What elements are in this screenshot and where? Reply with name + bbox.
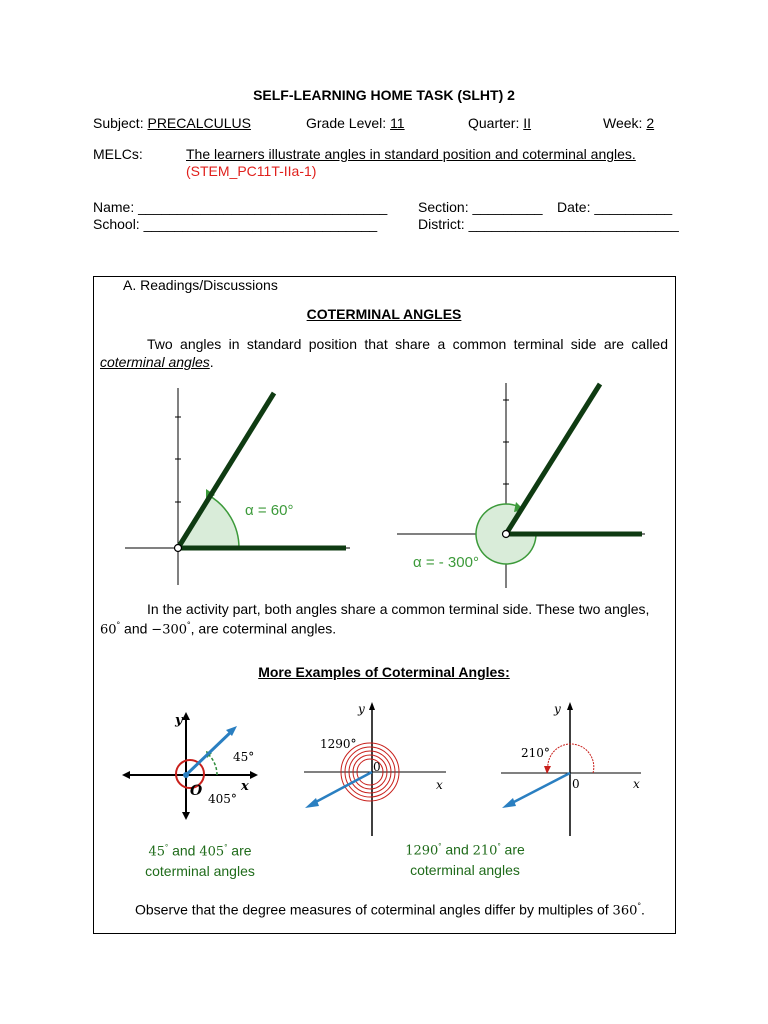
vertex-point <box>503 531 510 538</box>
quarter-value: II <box>523 115 532 131</box>
section-blank[interactable]: _________ <box>472 199 543 215</box>
fig1-label: α = 60° <box>245 502 294 519</box>
section-field[interactable] <box>418 199 543 215</box>
school-blank[interactable]: ______________________________ <box>143 216 378 232</box>
subject-field <box>93 115 251 131</box>
example-1290-210 <box>300 700 450 840</box>
district-blank[interactable]: ___________________________ <box>468 216 679 232</box>
subject-label: Subject: <box>93 115 144 131</box>
intro-line2 <box>100 354 214 370</box>
terminal-side <box>506 384 600 534</box>
ex3-210-label: 210° <box>521 746 550 760</box>
ex1-y-label: y <box>175 713 183 728</box>
intro-text: Two angles in standard position that share a common terminal side are called <box>147 336 668 352</box>
ex2-origin: 0 <box>373 760 381 774</box>
activity-60: 60 <box>100 622 117 638</box>
subject-value: PRECALCULUS <box>147 115 251 131</box>
activity-and: and <box>120 620 152 637</box>
observe-360: 360 <box>612 903 638 919</box>
name-label: Name: <box>93 199 135 215</box>
section-heading: A. Readings/Discussions <box>123 277 278 293</box>
activity-end: , are coterminal angles. <box>190 620 337 637</box>
vertex-point <box>175 545 182 552</box>
intro-end: . <box>209 354 214 370</box>
ex2-caption-n2: 210 <box>472 843 498 859</box>
melcs-label: MELCs: <box>93 146 143 162</box>
observe-text <box>135 901 645 919</box>
ex1-caption-and: and <box>168 842 200 859</box>
ex1-caption-line2: coterminal angles <box>145 862 255 879</box>
school-field[interactable] <box>93 216 377 232</box>
example-45-405 <box>120 708 260 820</box>
week-field <box>603 115 654 131</box>
date-field[interactable] <box>557 199 672 215</box>
ex1-45-label: 45° <box>233 750 255 764</box>
district-field[interactable] <box>418 216 679 232</box>
activity-text-1: In the activity part, both angles share a common terminal side. These two angles, <box>147 601 650 617</box>
section-label: Section: <box>418 199 469 215</box>
week-value: 2 <box>646 115 655 131</box>
activity-deg-2: ° <box>187 620 191 630</box>
date-label: Date: <box>557 199 591 215</box>
ex2-y-label: y <box>358 702 365 716</box>
ex1-caption-deg2: ° <box>224 843 228 852</box>
activity-paragraph <box>100 600 668 619</box>
topic-title: COTERMINAL ANGLES <box>306 306 462 322</box>
ex1-caption-are: are <box>227 842 252 859</box>
activity-line2 <box>100 620 336 638</box>
observe-body: Observe that the degree measures of coterminal angles differ by multiples of <box>135 901 613 918</box>
ex2-caption-deg2: ° <box>497 842 501 851</box>
terminal-arrow <box>510 773 570 804</box>
figure-60-degrees <box>110 385 370 590</box>
name-field[interactable] <box>93 199 387 215</box>
example-210 <box>495 700 645 840</box>
ex2-x-label: x <box>436 778 443 792</box>
more-examples-title: More Examples of Coterminal Angles: <box>258 664 510 680</box>
intro-term: coterminal angles <box>100 354 210 370</box>
ex1-caption-n2: 405 <box>199 844 225 860</box>
page-title: SELF-LEARNING HOME TASK (SLHT) 2 <box>253 87 515 103</box>
ex1-origin: O <box>190 783 203 799</box>
ex2-1290-label: 1290° <box>320 737 357 751</box>
school-label: School: <box>93 216 140 232</box>
date-blank[interactable]: __________ <box>594 199 673 215</box>
arc-210 <box>548 744 594 773</box>
grade-field <box>306 115 405 131</box>
district-label: District: <box>418 216 465 232</box>
ex1-405-label: 405° <box>208 792 237 806</box>
fig2-label: α = - 300° <box>413 554 479 571</box>
ex2-caption-are: are <box>500 841 525 858</box>
ex3-y-label: y <box>554 702 561 716</box>
ex1-caption-deg1: ° <box>165 843 169 852</box>
ex3-origin: 0 <box>572 777 580 791</box>
ex2-caption-n1: 1290 <box>405 843 439 859</box>
grade-label: Grade Level: <box>306 115 387 131</box>
name-blank[interactable]: ________________________________ <box>138 199 388 215</box>
intro-paragraph <box>100 335 668 354</box>
quarter-field <box>468 115 531 131</box>
ex2-caption <box>385 838 545 879</box>
ex2-caption-and: and <box>441 841 473 858</box>
ex2-caption-line2: coterminal angles <box>410 861 520 878</box>
melcs-text: The learners illustrate angles in standard position and coterminal angles. <box>186 146 636 162</box>
ex1-caption-n1: 45 <box>148 844 166 860</box>
terminal-arrow <box>186 730 233 775</box>
ex1-x-label: x <box>241 779 249 794</box>
ex1-caption <box>120 839 280 880</box>
observe-end: . <box>640 901 645 918</box>
activity-minus300: −300 <box>151 622 188 638</box>
observe-deg: ° <box>637 901 641 911</box>
ex2-caption-deg1: ° <box>438 842 442 851</box>
grade-value: 11 <box>390 115 405 131</box>
melcs-code: (STEM_PC11T-IIa-1) <box>186 163 317 179</box>
activity-deg-1: ° <box>116 620 121 630</box>
week-label: Week: <box>603 115 643 131</box>
arc-45 <box>209 755 217 775</box>
ex3-x-label: x <box>633 777 640 791</box>
quarter-label: Quarter: <box>468 115 520 131</box>
